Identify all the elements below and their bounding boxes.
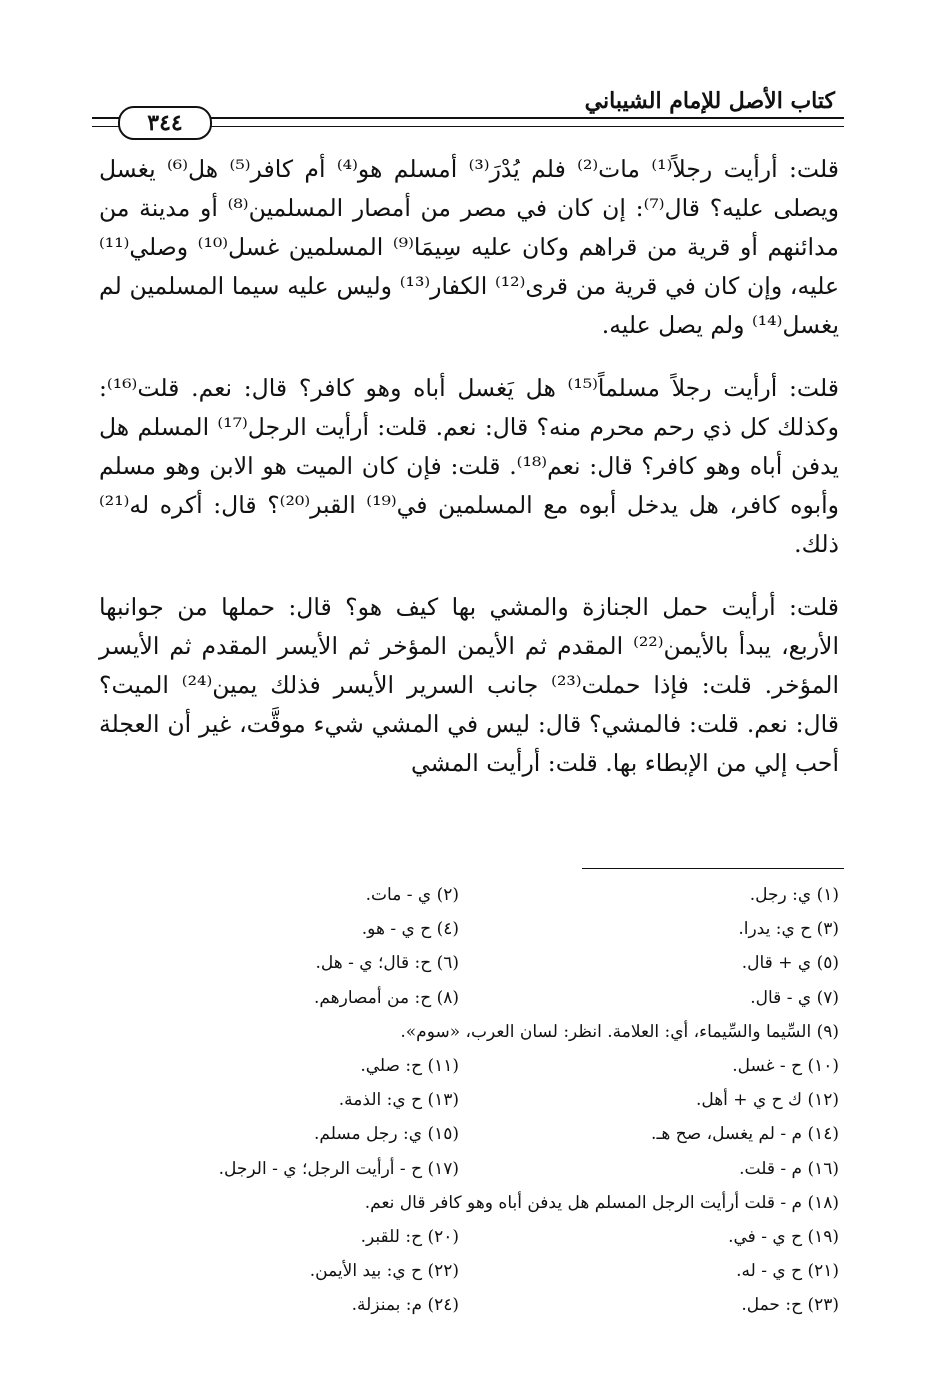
footnote: (١) ي: رجل. xyxy=(749,885,839,905)
footnote: (٦) ح: قال؛ ي - هل. xyxy=(315,953,459,974)
footnote: (١٠) ح - غسل. xyxy=(732,1055,839,1076)
main-text xyxy=(99,150,839,807)
footnote-row xyxy=(99,1254,839,1288)
footnote: (١٧) ح - أرأيت الرجل؛ ي - الرجل. xyxy=(218,1158,459,1179)
footnote-row xyxy=(99,946,839,980)
footnote: (١٩) ح ي - في. xyxy=(728,1226,839,1247)
footnote: (٢٠) ح: للقبر. xyxy=(360,1226,459,1247)
footnote: (٤) ح ي - هو. xyxy=(361,919,459,940)
footnote: (١٤) م - لم يغسل، صح هـ. xyxy=(651,1124,839,1145)
footnote: (٩) السِّيما والسِّيماء، أي: العلامة. انظر: لسان العرب، «سوم». xyxy=(400,1021,839,1042)
footnote-row xyxy=(99,878,839,912)
footnote: (٥) ي + قال. xyxy=(741,953,839,974)
footnote-row xyxy=(99,912,839,946)
footnote: (١٢) ك ح ي + أهل. xyxy=(695,1090,839,1111)
paragraph: قلت: أرأيت رجلاً⁽¹⁾ مات⁽²⁾ فلم يُدْرَ⁽³⁾ أمسلم هو⁽⁴⁾ أم كافر⁽⁵⁾ هل⁽⁶⁾ يغسل ويصلى عليه؟ قال⁽⁷⁾: إن كان في مصر من أمصار المسلمين⁽⁸⁾ أو مدينة من مدائنهم أو قرية من قراهم وكان عليه سِيمَا⁽⁹⁾ المسلمين غسل⁽¹⁰⁾ وصلي⁽¹¹⁾ عليه، وإن كان في قرية من قرى⁽¹²⁾ الكفار⁽¹³⁾ وليس عليه سيما المسلمين لم يغسل⁽¹⁴⁾ ولم يصل عليه. xyxy=(99,155,839,339)
footnote: (٢٤) م: بمنزلة. xyxy=(351,1295,459,1316)
footnote: (٢٣) ح: حمل. xyxy=(741,1295,839,1316)
running-header-title: كتاب الأصل للإمام الشيباني xyxy=(584,88,835,114)
footnote-row xyxy=(99,1049,839,1083)
footnote: (٣) ح ي: يدرا. xyxy=(738,919,839,940)
footnote-separator xyxy=(582,868,844,869)
footnotes xyxy=(99,878,839,1322)
footnote: (١٣) ح ي: الذمة. xyxy=(338,1090,459,1111)
footnote: (٢٢) ح ي: بيد الأيمن. xyxy=(309,1261,459,1282)
page-number: ٣٤٤ xyxy=(118,106,212,140)
footnote-row xyxy=(99,1288,839,1322)
footnote-row xyxy=(99,1220,839,1254)
footnote-row xyxy=(99,1186,839,1220)
footnote: (٢) ي - مات. xyxy=(365,885,459,905)
footnote-row xyxy=(99,981,839,1015)
footnote-row xyxy=(99,1015,839,1049)
footnote: (١٦) م - قلت. xyxy=(739,1158,839,1179)
footnote: (١٥) ي: رجل مسلم. xyxy=(314,1124,459,1145)
footnote: (١٨) م - قلت أرأيت الرجل المسلم هل يدفن أباه وهو كافر قال نعم. xyxy=(364,1192,839,1213)
footnote: (١١) ح: صلي. xyxy=(360,1055,459,1076)
paragraph: قلت: أرأيت حمل الجنازة والمشي بها كيف هو؟ قال: حملها من جوانبها الأربع، يبدأ بالأيمن⁽²²⁾ المقدم ثم الأيمن المؤخر ثم الأيسر المقدم ثم الأيسر المؤخر. قلت: فإذا حملت⁽²³⁾ جانب السرير الأيسر فذلك يمين⁽²⁴⁾ الميت؟ قال: نعم. قلت: فالمشي؟ قال: ليس في المشي شيء موقَّت، غير أن العجلة أحب إلي من الإبطاء بها. قلت: أرأيت المشي xyxy=(99,593,839,777)
footnote-row xyxy=(99,1083,839,1117)
paragraph: قلت: أرأيت رجلاً مسلماً⁽¹⁵⁾ هل يَغسل أباه وهو كافر؟ قال: نعم. قلت⁽¹⁶⁾: وكذلك كل ذي رحم محرم منه؟ قال: نعم. قلت: أرأيت الرجل⁽¹⁷⁾ المسلم هل يدفن أباه وهو كافر؟ قال: نعم⁽¹⁸⁾. قلت: فإن كان الميت هو الابن وهو مسلم وأبوه كافر، هل يدخل أبوه مع المسلمين في⁽¹⁹⁾ القبر⁽²⁰⁾؟ قال: أكره له⁽²¹⁾ ذلك. xyxy=(99,374,840,558)
footnote-row xyxy=(99,1152,839,1186)
footnote-row xyxy=(99,1117,839,1151)
footnote: (٨) ح: من أمصارهم. xyxy=(313,987,459,1008)
footnote: (٢١) ح ي - له. xyxy=(736,1261,839,1282)
footnote: (٧) ي - قال. xyxy=(750,987,839,1008)
